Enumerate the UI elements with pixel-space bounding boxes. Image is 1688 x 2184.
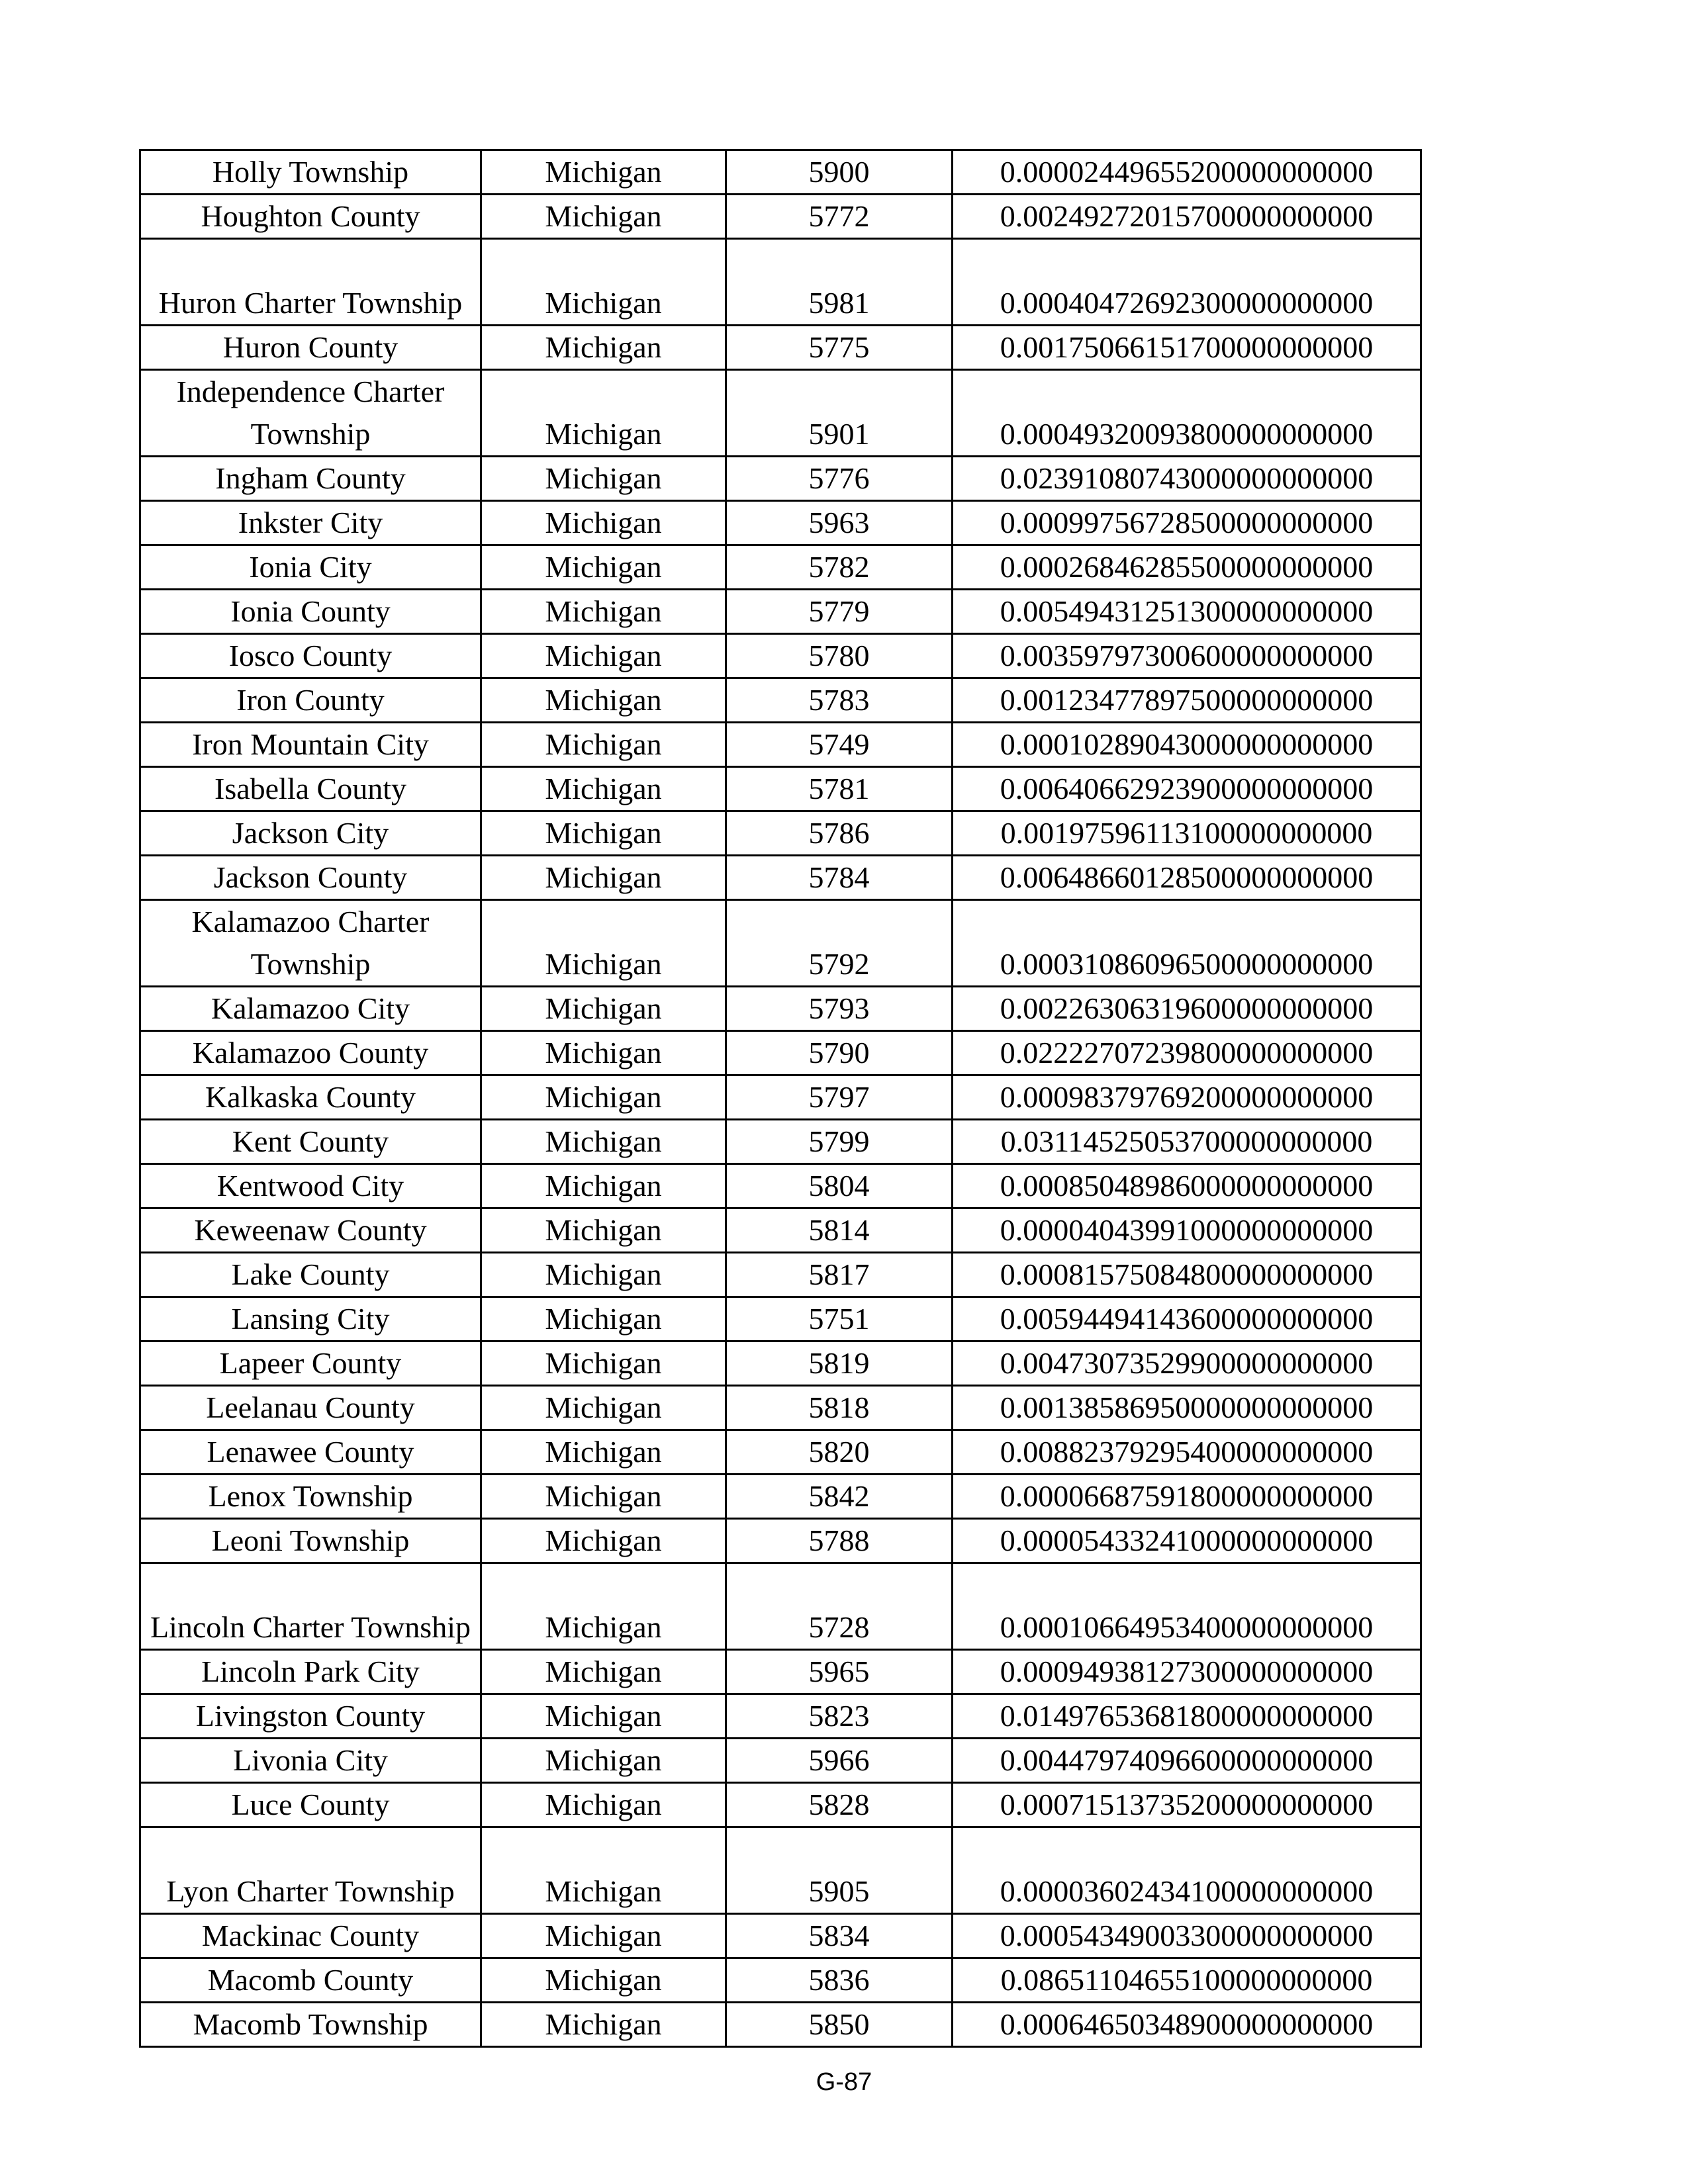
code-cell: 5850 [726,2003,953,2047]
code-cell: 5818 [726,1386,953,1430]
allocation-table [139,149,1422,2048]
allocation-value-cell: 0.00085048986000000000000 [953,1164,1421,1208]
state-cell: Michigan [481,1430,726,1475]
state-cell: Michigan [481,1650,726,1694]
allocation-value-cell: 0.00006687591800000000000 [953,1475,1421,1519]
allocation-value-cell: 0.00882379295400000000000 [953,1430,1421,1475]
state-cell: Michigan [481,1208,726,1253]
code-cell: 5900 [726,150,953,195]
jurisdiction-name-cell: Independence Charter Township [140,370,481,457]
table-row [140,150,1421,195]
table-row [140,239,1421,326]
state-cell: Michigan [481,1297,726,1342]
allocation-value-cell: 0.00005433241000000000000 [953,1519,1421,1563]
table-row [140,1386,1421,1430]
state-cell: Michigan [481,723,726,767]
table-row [140,634,1421,678]
code-cell: 5749 [726,723,953,767]
allocation-value-cell: 0.02391080743000000000000 [953,457,1421,501]
jurisdiction-name-cell: Houghton County [140,195,481,239]
code-cell: 5804 [726,1164,953,1208]
state-cell: Michigan [481,1164,726,1208]
allocation-value-cell: 0.00026846285500000000000 [953,545,1421,590]
jurisdiction-name-cell: Lenox Township [140,1475,481,1519]
state-cell: Michigan [481,150,726,195]
allocation-value-cell: 0.00123477897500000000000 [953,678,1421,723]
table-row [140,1519,1421,1563]
allocation-value-cell: 0.03114525053700000000000 [953,1120,1421,1164]
allocation-value-cell: 0.00071513735200000000000 [953,1783,1421,1827]
table-row [140,723,1421,767]
code-cell: 5784 [726,856,953,900]
table-row [140,590,1421,634]
code-cell: 5790 [726,1031,953,1075]
page-number: G-87 [816,2068,872,2096]
state-cell: Michigan [481,1694,726,1739]
code-cell: 5828 [726,1783,953,1827]
code-cell: 5823 [726,1694,953,1739]
state-cell: Michigan [481,987,726,1031]
allocation-value-cell: 0.00175066151700000000000 [953,326,1421,370]
code-cell: 5781 [726,767,953,811]
code-cell: 5963 [726,501,953,545]
table-row [140,1783,1421,1827]
allocation-value-cell: 0.00002449655200000000000 [953,150,1421,195]
code-cell: 5786 [726,811,953,856]
state-cell: Michigan [481,1914,726,1958]
allocation-value-cell: 0.00054349003300000000000 [953,1914,1421,1958]
table-row [140,1958,1421,2003]
allocation-value-cell: 0.00031086096500000000000 [953,900,1421,987]
state-cell: Michigan [481,195,726,239]
state-cell: Michigan [481,1958,726,2003]
table-row [140,1120,1421,1164]
jurisdiction-name-cell: Macomb County [140,1958,481,2003]
table-row [140,678,1421,723]
allocation-value-cell: 0.00064650348900000000000 [953,2003,1421,2047]
allocation-value-cell: 0.00197596113100000000000 [953,811,1421,856]
table-row [140,1563,1421,1650]
table-row [140,370,1421,457]
code-cell: 5779 [726,590,953,634]
state-cell: Michigan [481,1783,726,1827]
allocation-value-cell: 0.00099756728500000000000 [953,501,1421,545]
state-cell: Michigan [481,811,726,856]
table-row [140,195,1421,239]
state-cell: Michigan [481,1120,726,1164]
allocation-value-cell: 0.00098379769200000000000 [953,1075,1421,1120]
jurisdiction-name-cell: Lyon Charter Township [140,1827,481,1914]
allocation-value-cell: 0.00049320093800000000000 [953,370,1421,457]
state-cell: Michigan [481,545,726,590]
table-row [140,767,1421,811]
state-cell: Michigan [481,1386,726,1430]
jurisdiction-name-cell: Lincoln Charter Township [140,1563,481,1650]
state-cell: Michigan [481,501,726,545]
allocation-value-cell: 0.01497653681800000000000 [953,1694,1421,1739]
allocation-value-cell: 0.00094938127300000000000 [953,1650,1421,1694]
table-row [140,457,1421,501]
allocation-value-cell: 0.00249272015700000000000 [953,195,1421,239]
code-cell: 5772 [726,195,953,239]
allocation-value-cell: 0.00138586950000000000000 [953,1386,1421,1430]
state-cell: Michigan [481,900,726,987]
table-row [140,1253,1421,1297]
table-row [140,1650,1421,1694]
allocation-value-cell: 0.00648660128500000000000 [953,856,1421,900]
allocation-value-cell: 0.00594494143600000000000 [953,1297,1421,1342]
allocation-value-cell: 0.00004043991000000000000 [953,1208,1421,1253]
allocation-value-cell: 0.00640662923900000000000 [953,767,1421,811]
state-cell: Michigan [481,590,726,634]
jurisdiction-name-cell: Luce County [140,1783,481,1827]
allocation-value-cell: 0.00003602434100000000000 [953,1827,1421,1914]
jurisdiction-name-cell: Lake County [140,1253,481,1297]
jurisdiction-name-cell: Ionia County [140,590,481,634]
allocation-value-cell: 0.00549431251300000000000 [953,590,1421,634]
state-cell: Michigan [481,856,726,900]
jurisdiction-name-cell: Kent County [140,1120,481,1164]
jurisdiction-name-cell: Jackson County [140,856,481,900]
state-cell: Michigan [481,767,726,811]
state-cell: Michigan [481,1253,726,1297]
table-row [140,501,1421,545]
jurisdiction-name-cell: Huron Charter Township [140,239,481,326]
table-row [140,1342,1421,1386]
state-cell: Michigan [481,634,726,678]
jurisdiction-name-cell: Leelanau County [140,1386,481,1430]
code-cell: 5797 [726,1075,953,1120]
code-cell: 5817 [726,1253,953,1297]
allocation-value-cell: 0.08651104655100000000000 [953,1958,1421,2003]
table-row [140,1694,1421,1739]
table-row [140,1430,1421,1475]
jurisdiction-name-cell: Livingston County [140,1694,481,1739]
jurisdiction-name-cell: Lincoln Park City [140,1650,481,1694]
table-row [140,1827,1421,1914]
jurisdiction-name-cell: Isabella County [140,767,481,811]
code-cell: 5834 [726,1914,953,1958]
code-cell: 5901 [726,370,953,457]
code-cell: 5793 [726,987,953,1031]
code-cell: 5775 [726,326,953,370]
state-cell: Michigan [481,370,726,457]
table-body [140,150,1421,2047]
state-cell: Michigan [481,1075,726,1120]
jurisdiction-name-cell: Lansing City [140,1297,481,1342]
allocation-value-cell: 0.00040472692300000000000 [953,239,1421,326]
jurisdiction-name-cell: Kalamazoo City [140,987,481,1031]
code-cell: 5842 [726,1475,953,1519]
table-row [140,1208,1421,1253]
code-cell: 5782 [726,545,953,590]
allocation-value-cell: 0.00081575084800000000000 [953,1253,1421,1297]
code-cell: 5819 [726,1342,953,1386]
table-row [140,326,1421,370]
table-row [140,545,1421,590]
table-row [140,1031,1421,1075]
code-cell: 5780 [726,634,953,678]
table-row [140,856,1421,900]
code-cell: 5799 [726,1120,953,1164]
jurisdiction-name-cell: Kalkaska County [140,1075,481,1120]
state-cell: Michigan [481,1519,726,1563]
code-cell: 5836 [726,1958,953,2003]
code-cell: 5905 [726,1827,953,1914]
table-row [140,1475,1421,1519]
jurisdiction-name-cell: Inkster City [140,501,481,545]
table-row [140,900,1421,987]
jurisdiction-name-cell: Keweenaw County [140,1208,481,1253]
table-row [140,2003,1421,2047]
code-cell: 5792 [726,900,953,987]
code-cell: 5783 [726,678,953,723]
code-cell: 5751 [726,1297,953,1342]
jurisdiction-name-cell: Lenawee County [140,1430,481,1475]
state-cell: Michigan [481,1563,726,1650]
state-cell: Michigan [481,457,726,501]
state-cell: Michigan [481,326,726,370]
state-cell: Michigan [481,1739,726,1783]
jurisdiction-name-cell: Ionia City [140,545,481,590]
jurisdiction-name-cell: Lapeer County [140,1342,481,1386]
allocation-value-cell: 0.00010664953400000000000 [953,1563,1421,1650]
jurisdiction-name-cell: Iron County [140,678,481,723]
allocation-value-cell: 0.00359797300600000000000 [953,634,1421,678]
allocation-value-cell: 0.00473073529900000000000 [953,1342,1421,1386]
state-cell: Michigan [481,678,726,723]
jurisdiction-name-cell: Kalamazoo County [140,1031,481,1075]
jurisdiction-name-cell: Livonia City [140,1739,481,1783]
state-cell: Michigan [481,1827,726,1914]
table-row [140,1739,1421,1783]
jurisdiction-name-cell: Ingham County [140,457,481,501]
state-cell: Michigan [481,2003,726,2047]
jurisdiction-name-cell: Leoni Township [140,1519,481,1563]
code-cell: 5981 [726,239,953,326]
jurisdiction-name-cell: Holly Township [140,150,481,195]
state-cell: Michigan [481,239,726,326]
jurisdiction-name-cell: Jackson City [140,811,481,856]
jurisdiction-name-cell: Iosco County [140,634,481,678]
table-row [140,811,1421,856]
table-row [140,1297,1421,1342]
jurisdiction-name-cell: Kalamazoo Charter Township [140,900,481,987]
table-row [140,1075,1421,1120]
table-row [140,987,1421,1031]
code-cell: 5820 [726,1430,953,1475]
code-cell: 5776 [726,457,953,501]
allocation-value-cell: 0.00010289043000000000000 [953,723,1421,767]
table-row [140,1914,1421,1958]
state-cell: Michigan [481,1475,726,1519]
allocation-value-cell: 0.00226306319600000000000 [953,987,1421,1031]
code-cell: 5814 [726,1208,953,1253]
jurisdiction-name-cell: Macomb Township [140,2003,481,2047]
code-cell: 5965 [726,1650,953,1694]
code-cell: 5788 [726,1519,953,1563]
jurisdiction-name-cell: Iron Mountain City [140,723,481,767]
code-cell: 5728 [726,1563,953,1650]
state-cell: Michigan [481,1342,726,1386]
jurisdiction-name-cell: Kentwood City [140,1164,481,1208]
jurisdiction-name-cell: Mackinac County [140,1914,481,1958]
state-cell: Michigan [481,1031,726,1075]
table-row [140,1164,1421,1208]
allocation-value-cell: 0.02222707239800000000000 [953,1031,1421,1075]
allocation-value-cell: 0.00447974096600000000000 [953,1739,1421,1783]
jurisdiction-name-cell: Huron County [140,326,481,370]
code-cell: 5966 [726,1739,953,1783]
